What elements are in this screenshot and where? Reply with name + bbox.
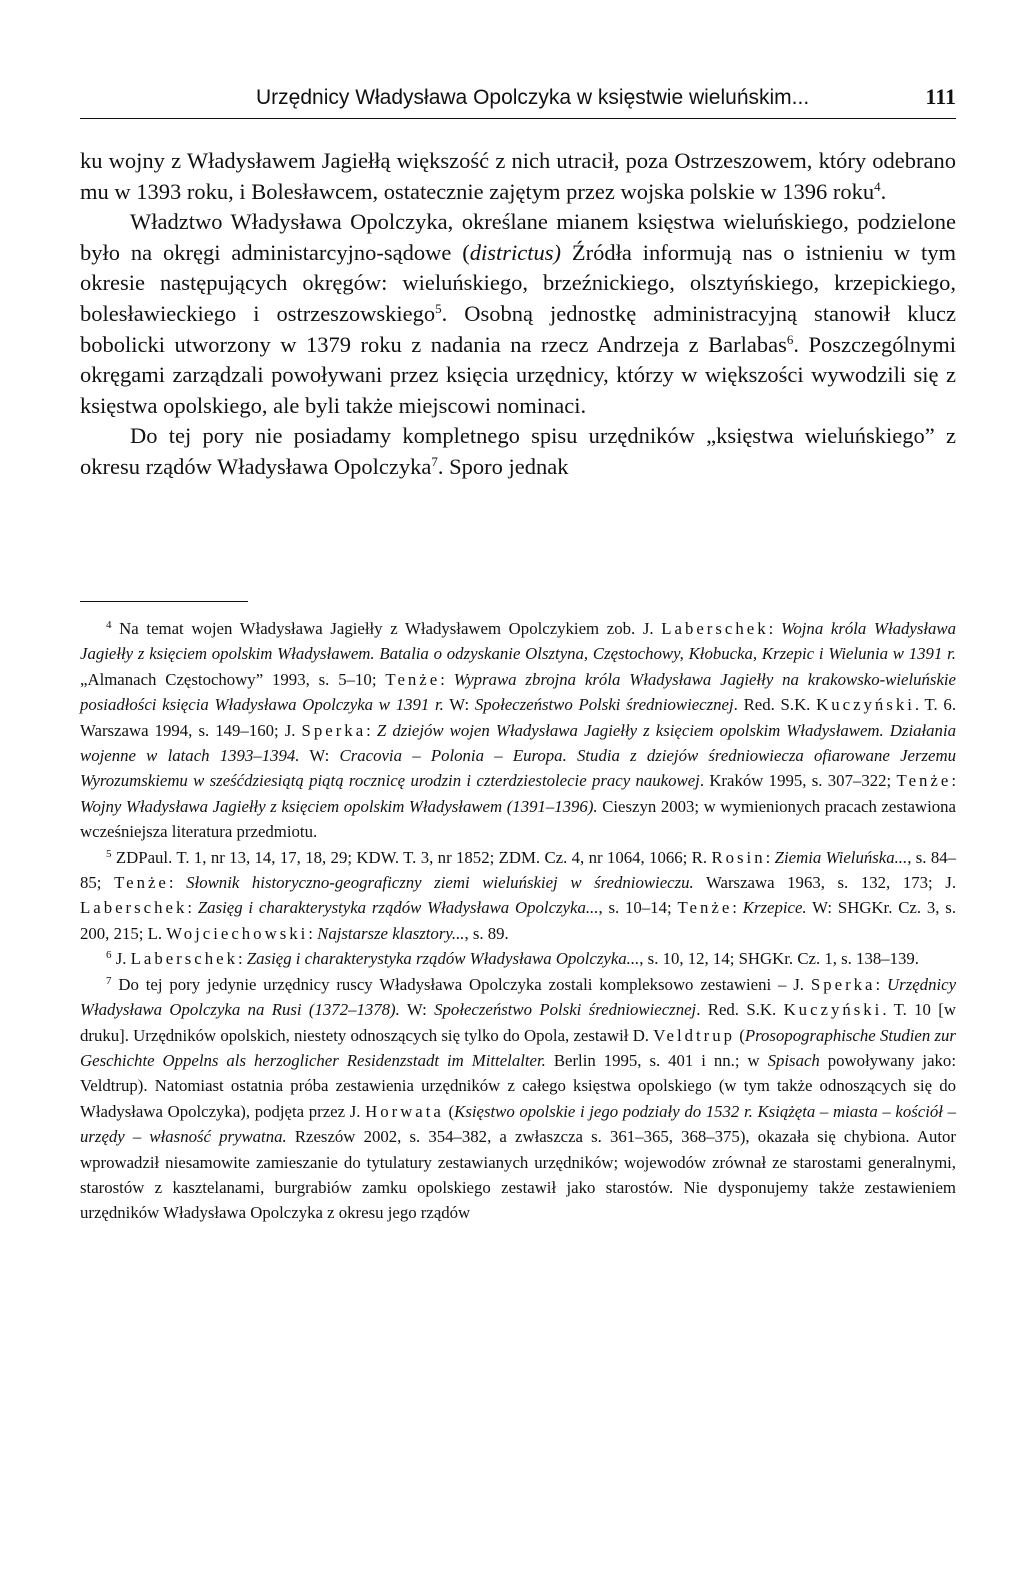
running-header <box>80 78 956 119</box>
footnote-ref-4: 4 <box>874 178 881 194</box>
footnote-7: $^7$ Do tej pory jedynie urzędnicy ruscy Władysława Opolczyka zostali kompleksowo zestawieni – J. Sperka: Urzędnicy Władysława Opolczyka na Rusi (1372–1378). W: Społeczeństwo Polski średniowiecznej. Red. S.K. Kuczyński. T. 10 [w druku]. Urzędników opolskich, niestety odnoszących się tylko do Opola, zestawił D. Veldtrup (Prosopographische Studien zur Geschichte Oppelns als herzoglicher Residenzstadt im Mittelalter. Berlin 1995, s. 401 i nn.; w Spisach powoływany jako: Veldtrup). Natomiast ostatnia próba zestawienia urzędników z całego księstwa opolskiego (w tym także odnoszących się do Władysława Opolczyka), podjęta przez J. Horwata (Księstwo opolskie i jego podziały do 1532 r. Książęta – miasta – kościół – urzędy – własność prywatna. Rzeszów 2002, s. 354–382, a zwłaszcza s. 361–365, 368–375), okazała się chybiona. Autor wprowadził niesamowite zamieszanie do tytulatury zestawianych urzędników; wojewodów zrównał ze starostami generalnymi, starostów z kasztelanami, burgrabiów zamku opolskiego zestawił jako starostów. Nie dysponujemy także zestawieniem urzędników Władysława Opolczyka z okresu jego rządów <box>80 974 957 1223</box>
footnote-5: $^5$ ZDPaul. T. 1, nr 13, 14, 17, 18, 29; KDW. T. 3, nr 1852; ZDM. Cz. 4, nr 1064, 1066; R. Rosin: Ziemia Wieluńska..., s. 84–85; Tenże: Słownik historyczno-geograficzny ziemi wieluńskiej w średniowieczu. Warszawa 1963, s. 132, 173; J. Laberschek: Zasięg i charakterystyka rządów Władysława Opolczyka..., s. 10–14; Tenże: Krzepice. W: SHGKr. Cz. 3, s. 200, 215; L. Wojciechowski: Najstarsze klasztory..., s. 89. <box>80 847 957 943</box>
main-text <box>80 146 956 483</box>
footnotes <box>80 616 956 1226</box>
footnote-ref-7: 7 <box>431 453 438 469</box>
paragraph-2: Władztwo Władysława Opolczyka, określane mianem księstwa wieluńskiego, podzielone było na okręgi administarcyjno-sądowe (districtus) Źródła informują nas o istnieniu w tym okresie następujących okręgów: wieluńskiego, brzeźnickiego, olsztyńskiego, krzepickiego, bolesławieckiego i ostrzeszowskiego$^5$. Osobną jednostkę administracyjną stanowił klucz bobolicki utworzony w 1379 roku z nadania na rzecz Andrzeja z Barlabas$^6$. Poszczególnymi okręgami zarządzali powoływani przez księcia urzędnicy, którzy w większości wywodzili się z księstwa opolskiego, ale byli także miejscowi nominaci. <box>80 209 956 418</box>
footnote-4: $^4$ Na temat wojen Władysława Jagiełły z Władysławem Opolczykiem zob. J. Laberschek: Wojna króla Władysława Jagiełły z księciem opolskim Władysławem. Batalia o odzyskanie Olsztyna, Częstochowy, Kłobucka, Krzepic i Wielunia w 1391 r. „Almanach Częstochowy” 1993, s. 5–10; Tenże: Wyprawa zbrojna króla Władysława Jagiełły na krakowsko-wieluńskie posiadłości księcia Władysława Opolczyka w 1391 r. W: Społeczeństwo Polski średniowiecznej. Red. S.K. Kuczyński. T. 6. Warszawa 1994, s. 149–160; J. Sperka: Z dziejów wojen Władysława Jagiełły z księciem opolskim Władysławem. Działania wojenne w latach 1393–1394. W: Cracovia – Polonia – Europa. Studia z dziejów średniowiecza ofiarowane Jerzemu Wyrozumskiemu w sześćdziesiątą piątą rocznicę urodzin i czterdziestolecie pracy naukowej. Kraków 1995, s. 307–322; Tenże: Wojny Władysława Jagiełły z księciem opolskim Władysławem (1391–1396). Cieszyn 2003; w wymienionych pracach zestawiona wcześniejsza literatura przedmiotu. <box>80 619 957 842</box>
paragraph-1: ku wojny z Władysławem Jagiełłą większość z nich utracił, poza Ostrzeszowem, który odebrano mu w 1393 roku, i Bolesławcem, ostatecznie zajętym przez wojska polskie w 1396 roku$^4$. <box>80 148 956 204</box>
page-number: 111 <box>925 84 956 109</box>
running-title: Urzędnicy Władysława Opolczyka w księstwie wieluńskim... <box>256 86 810 109</box>
footnote-ref-5: 5 <box>435 300 442 316</box>
paragraph-3: Do tej pory nie posiadamy kompletnego spisu urzędników „księstwa wieluńskiego” z okresu rządów Władysława Opolczyka$^7$. Sporo jednak <box>80 423 956 479</box>
footnote-divider <box>80 601 248 602</box>
footnote-ref-6: 6 <box>786 331 794 347</box>
footnote-6: $^6$ J. Laberschek: Zasięg i charakterystyka rządów Władysława Opolczyka..., s. 10, 12, 14; SHGKr. Cz. 1, s. 138–139. <box>106 949 919 969</box>
